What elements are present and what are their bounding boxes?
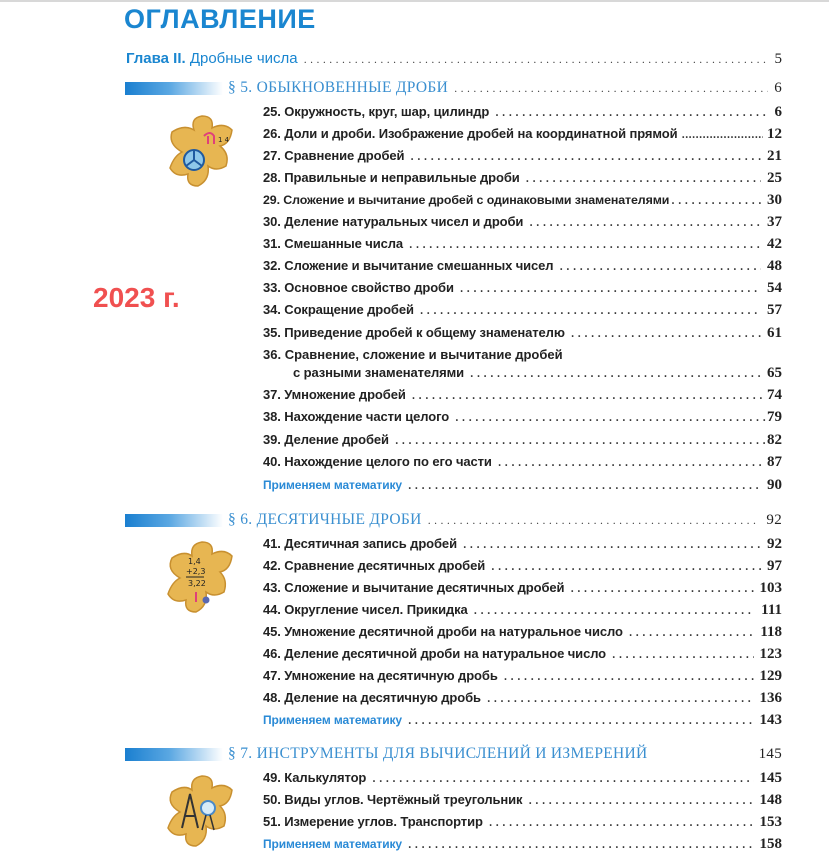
item-number: 33.: [263, 280, 281, 295]
item-title: Основное свойство дроби: [284, 280, 454, 295]
toc-item[interactable]: [263, 280, 782, 297]
toc-item[interactable]: [263, 148, 782, 165]
dot-leader: [612, 650, 753, 661]
toc-item[interactable]: [263, 646, 782, 663]
page-number: 145: [759, 770, 782, 786]
dot-leader: [470, 369, 761, 380]
section-bar: [125, 82, 223, 95]
toc-item[interactable]: [263, 792, 782, 809]
page-number: 92: [767, 536, 782, 552]
dot-leader: [570, 584, 753, 595]
page-number: 87: [767, 454, 782, 470]
item-title: Правильные и неправильные дроби: [284, 170, 520, 185]
section-title: § 6. ДЕСЯТИЧНЫЕ ДРОБИ: [228, 511, 422, 528]
page-number: 12: [767, 126, 782, 142]
item-number: 30.: [263, 214, 281, 229]
item-title: Десятичная запись дробей: [284, 536, 457, 551]
item-title-cont: с разными знаменателями: [293, 365, 465, 380]
item-number: 47.: [263, 668, 281, 683]
toc-item-line2[interactable]: [293, 365, 782, 382]
item-number: 28.: [263, 170, 281, 185]
page-title: ОГЛАВЛЕНИЕ: [124, 4, 316, 34]
dot-leader: [460, 284, 761, 295]
item-title: Деление десятичной дроби на натуральное число: [284, 646, 607, 661]
page-number: 25: [767, 170, 782, 186]
year-label: 2023 г.: [93, 282, 180, 313]
puzzle-instruments-icon: [158, 768, 242, 852]
page-number: 37: [767, 214, 782, 230]
chapter-title: Дробные числа: [189, 50, 298, 67]
toc-item-line1[interactable]: [263, 347, 563, 362]
item-title: Умножение на десятичную дробь: [284, 668, 498, 683]
item-number: 40.: [263, 454, 281, 469]
page-number: 97: [767, 558, 782, 574]
page-number: 79: [767, 409, 782, 425]
dot-leader: [528, 796, 753, 807]
dot-leader: [408, 840, 754, 851]
toc-item[interactable]: [263, 214, 782, 231]
dot-leader: [420, 306, 761, 317]
dot-leader: [571, 329, 761, 340]
item-title: Доли и дроби. Изображение дробей на координатной прямой: [284, 126, 678, 141]
page-number: 54: [767, 280, 782, 296]
dot-leader: [428, 516, 761, 527]
item-number: 31.: [263, 236, 281, 251]
item-title: Сложение и вычитание десятичных дробей: [284, 580, 565, 595]
page-number: 111: [761, 602, 782, 618]
toc-item[interactable]: [263, 770, 782, 787]
toc-item[interactable]: [263, 192, 782, 209]
page-number: 92: [766, 512, 782, 528]
item-number: 48.: [263, 690, 281, 705]
toc-item[interactable]: [263, 302, 782, 319]
item-title: Измерение углов. Транспортир: [284, 814, 483, 829]
item-title: Сокращение дробей: [284, 302, 414, 317]
dot-leader: [559, 262, 761, 273]
puzzle-decimals-icon: [158, 534, 242, 618]
item-title: Сравнение дробей: [284, 148, 405, 163]
toc-item[interactable]: [263, 668, 782, 685]
item-number: 44.: [263, 602, 281, 617]
toc-item[interactable]: [263, 454, 782, 471]
apply-title: Применяем математику: [263, 713, 402, 727]
dot-leader: [372, 774, 753, 785]
page-number: 145: [758, 746, 782, 762]
page-number: 6: [774, 80, 782, 96]
page-number: 82: [767, 432, 782, 448]
apply-math-entry[interactable]: [263, 836, 782, 853]
dot-leader: [491, 562, 761, 573]
page-number: 148: [759, 792, 782, 808]
chapter-label: Глава II.: [126, 50, 186, 67]
item-number: 50.: [263, 792, 281, 807]
toc-item[interactable]: [263, 170, 782, 187]
item-title: Умножение дробей: [284, 387, 406, 402]
page-number: 30: [767, 192, 782, 208]
svg-text:1 4: 1 4: [218, 136, 230, 144]
toc-item[interactable]: [263, 325, 782, 342]
apply-math-entry[interactable]: [263, 712, 782, 729]
item-number: 29.: [263, 193, 280, 207]
item-title: Калькулятор: [284, 770, 367, 785]
item-number: 38.: [263, 409, 281, 424]
page-number: 74: [767, 387, 782, 403]
item-title: Деление натуральных чисел и дроби: [284, 214, 524, 229]
page-number: 6: [774, 104, 782, 120]
toc-item[interactable]: [263, 258, 782, 275]
apply-title: Применяем математику: [263, 837, 402, 851]
item-title: Сравнение, сложение и вычитание дробей: [284, 347, 563, 362]
page-number: 103: [759, 580, 782, 596]
toc-item[interactable]: [263, 602, 782, 619]
page-number: 90: [767, 477, 782, 493]
toc-item[interactable]: [263, 558, 782, 575]
item-number: 34.: [263, 302, 281, 317]
item-title: Деление дробей: [284, 432, 389, 447]
item-number: 36.: [263, 347, 282, 362]
item-title: Смешанные числа: [284, 236, 404, 251]
item-title: Умножение десятичной дроби на натуральное число: [284, 624, 623, 639]
page-number: 153: [759, 814, 782, 830]
section-bar: [125, 748, 223, 761]
dot-leader: [474, 606, 755, 617]
section-title: § 5. ОБЫКНОВЕННЫЕ ДРОБИ: [228, 79, 449, 96]
item-number: 41.: [263, 536, 281, 551]
item-number: 49.: [263, 770, 281, 785]
svg-text:1,4: 1,4: [188, 557, 201, 566]
page-number: 61: [767, 325, 782, 341]
toc-item[interactable]: [263, 236, 782, 253]
item-number: 26.: [263, 126, 281, 141]
item-number: 45.: [263, 624, 281, 639]
dot-leader: [454, 84, 768, 95]
dot-leader: [629, 628, 755, 639]
item-title: Виды углов. Чертёжный треугольник: [284, 792, 523, 807]
toc-item[interactable]: [263, 432, 782, 449]
chapter-entry[interactable]: [126, 50, 782, 68]
item-title: Приведение дробей к общему знаменателю: [284, 325, 565, 340]
section-7-entry[interactable]: [228, 745, 782, 763]
item-title: Сравнение десятичных дробей: [284, 558, 486, 573]
toc-item[interactable]: [263, 126, 782, 143]
page-number: 48: [767, 258, 782, 274]
dot-leader: [410, 152, 761, 163]
dot-leader: [489, 818, 754, 829]
page-number: 143: [759, 712, 782, 728]
item-title: Сложение и вычитание дробей с одинаковыми знаменателями: [283, 193, 670, 207]
toc-item[interactable]: [263, 690, 782, 707]
toc-item[interactable]: [263, 536, 782, 553]
item-number: 32.: [263, 258, 281, 273]
dot-leader: [463, 540, 761, 551]
section-5-entry[interactable]: [228, 79, 782, 97]
svg-text:+2,3: +2,3: [186, 567, 206, 576]
item-number: 37.: [263, 387, 281, 402]
item-number: 35.: [263, 325, 281, 340]
dot-leader: [529, 218, 761, 229]
dot-leader: [304, 55, 769, 66]
page-number: 42: [767, 236, 782, 252]
section-title: § 7. ИНСТРУМЕНТЫ ДЛЯ ВЫЧИСЛЕНИЙ И ИЗМЕРЕНИЙ: [228, 745, 648, 762]
dot-leader: [487, 694, 754, 705]
page-number: 158: [759, 836, 782, 852]
section-6-entry[interactable]: [228, 511, 782, 529]
dot-leader: [408, 716, 754, 727]
dot-leader: [408, 481, 761, 492]
item-title: Нахождение целого по его части: [284, 454, 492, 469]
item-number: 51.: [263, 814, 281, 829]
item-number: 46.: [263, 646, 281, 661]
page-number: 21: [767, 148, 782, 164]
section-bar: [125, 514, 223, 527]
dot-leader: [504, 672, 754, 683]
item-title: Сложение и вычитание смешанных чисел: [284, 258, 554, 273]
dot-leader: [409, 240, 761, 251]
page-number: 5: [774, 51, 782, 67]
item-number: 42.: [263, 558, 281, 573]
toc-item[interactable]: [263, 814, 782, 831]
apply-title: Применяем математику: [263, 478, 402, 492]
item-number: 39.: [263, 432, 281, 447]
svg-text:3,22: 3,22: [188, 579, 206, 588]
item-number: 43.: [263, 580, 281, 595]
item-title: Округление чисел. Прикидка: [284, 602, 468, 617]
dot-leader: [526, 174, 761, 185]
item-title: Нахождение части целого: [284, 409, 450, 424]
puzzle-fractions-icon: [160, 110, 244, 194]
toc-item[interactable]: [263, 104, 782, 121]
toc-item[interactable]: [263, 580, 782, 597]
toc-item[interactable]: [263, 624, 782, 641]
item-number: 27.: [263, 148, 281, 163]
dot-leader: [495, 108, 768, 119]
page-number: 129: [759, 668, 782, 684]
item-title: Деление на десятичную дробь: [284, 690, 481, 705]
page-number: 118: [760, 624, 782, 640]
page-number: 65: [767, 365, 782, 381]
apply-math-entry[interactable]: [263, 477, 782, 494]
page-number: 136: [759, 690, 782, 706]
toc-item[interactable]: [263, 387, 782, 404]
top-divider: [0, 0, 829, 2]
item-number: 25.: [263, 104, 281, 119]
item-title: Окружность, круг, шар, цилиндр: [284, 104, 490, 119]
page-number: 123: [759, 646, 782, 662]
page-number: 57: [767, 302, 782, 318]
toc-item[interactable]: [263, 409, 782, 426]
